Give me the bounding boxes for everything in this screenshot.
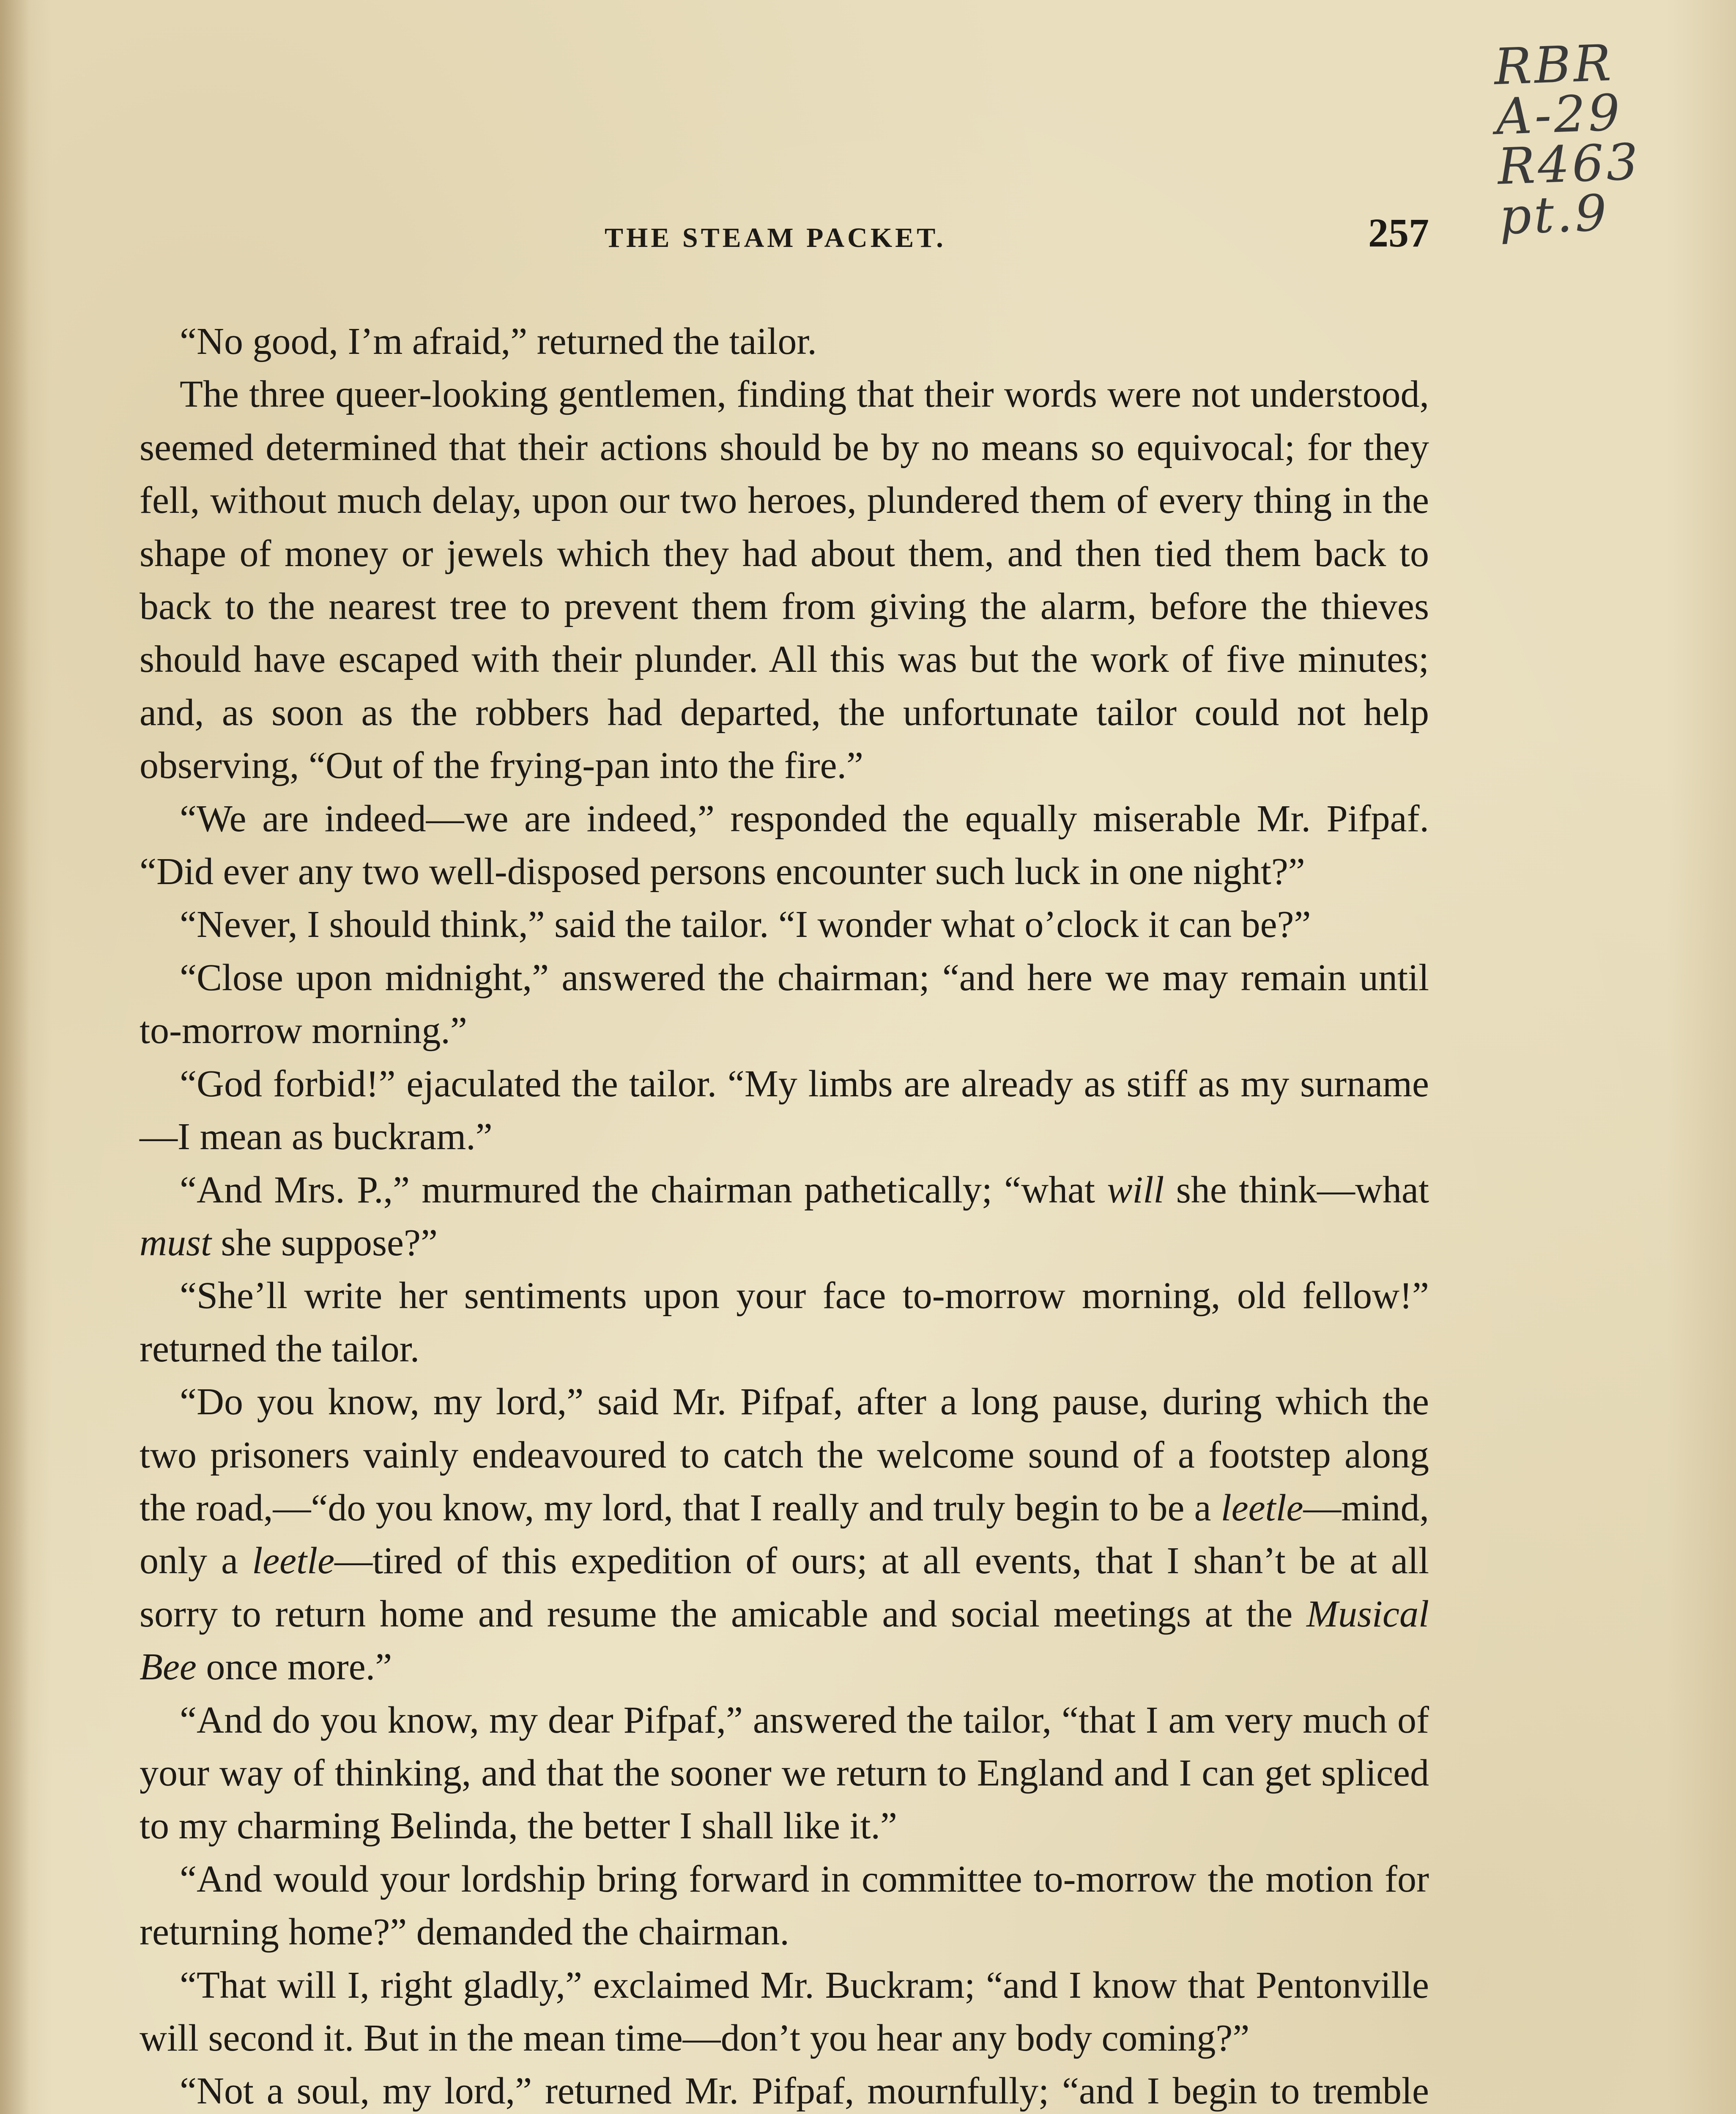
- paragraph: [140, 951, 1429, 1057]
- italic-run: must: [140, 1221, 212, 1264]
- text-run: “Never, I should think,” said the tailor. “I wonder what o’clock it can be?”: [180, 904, 1311, 946]
- text-run: she suppose?”: [211, 1221, 438, 1264]
- handwritten-catalog-note: [1493, 33, 1720, 246]
- paragraph: [140, 1164, 1429, 1270]
- text-run: “And do you know, my dear Pifpaf,” answered the tailor, “that I am very much of your way of thinking, and that the sooner we return to England and I can get spliced to my charming Belinda, the better I shall like it.”: [140, 1699, 1429, 1847]
- body-text: [140, 315, 1429, 2114]
- text-run: she think—what: [1164, 1169, 1429, 1211]
- paragraph: [140, 1694, 1429, 1853]
- text-run: “That will I, right gladly,” exclaimed Mr. Buckram; “and I know that Pentonville will second it. But in the mean time—don’t you hear any body coming?”: [140, 1964, 1429, 2059]
- paragraph: [140, 1853, 1429, 1959]
- text-run: “God forbid!” ejaculated the tailor. “My limbs are already as stiff as my surname—I mean as buckram.”: [140, 1062, 1429, 1158]
- running-title: THE STEAM PACKET.: [605, 222, 946, 253]
- running-head: [140, 209, 1429, 260]
- italic-run: Musical Bee: [140, 1593, 1429, 1688]
- page-number: 257: [1368, 210, 1429, 255]
- text-run: “Close upon midnight,” answered the chairman; “and here we may remain until to-morrow morning.”: [140, 956, 1429, 1052]
- paragraph: [140, 1375, 1429, 1693]
- paragraph: [140, 368, 1429, 792]
- text-run: “Do you know, my lord,” said Mr. Pifpaf, after a long pause, during which the two prisoners vainly endeavoured to catch the welcome sound of a footstep along the road,—“do you know, my lord, that I really and truly begin to be a: [140, 1381, 1429, 1529]
- text-run: “And would your lordship bring forward in committee to-morrow the motion for returning home?” demanded the chairman.: [140, 1858, 1429, 1953]
- text-run: —mind, only a: [140, 1487, 1429, 1582]
- text-run: “She’ll write her sentiments upon your face to-morrow morning, old fellow!” returned the tailor.: [140, 1275, 1429, 1370]
- text-run: —tired of this expedition of ours; at all events, that I shan’t be at all sorry to return home and resume the amicable and social meetings at the: [140, 1540, 1429, 1635]
- text-run: “We are indeed—we are indeed,” responded the equally miserable Mr. Pifpaf. “Did ever any two well-disposed persons encounter such luck in one night?”: [140, 797, 1429, 893]
- paragraph: [140, 2065, 1429, 2114]
- italic-run: leetle: [1221, 1487, 1303, 1529]
- page-edge-stain: [0, 0, 30, 2114]
- paragraph: [140, 315, 1429, 368]
- catalog-note-line: A-29: [1495, 83, 1624, 146]
- paragraph: [140, 792, 1429, 898]
- text-run: once more.”: [196, 1646, 392, 1688]
- paragraph: [140, 1959, 1429, 2065]
- paragraph: [140, 1269, 1429, 1375]
- catalog-note-line: RBR: [1493, 33, 1615, 96]
- catalog-note-line: pt.9: [1498, 183, 1610, 246]
- text-run: “No good, I’m afraid,” returned the tailor.: [180, 320, 817, 362]
- text-run: “Not a soul, my lord,” returned Mr. Pifpaf, mournfully; “and I begin to tremble: [180, 2070, 1429, 2112]
- catalog-note-line: R463: [1496, 132, 1642, 196]
- paragraph: [140, 1057, 1429, 1164]
- paragraph: [140, 898, 1429, 951]
- text-run: The three queer-looking gentlemen, finding that their words were not understood, seemed determined that their actions should be by no means so equivocal; for they fell, without much delay, upon our two heroes, plundered them of every thing in the shape of money or jewels which they had about them, and then tied them back to back to the nearest tree to prevent them from giving the alarm, before the thieves should have escaped with their plunder. All this was but the work of five minutes; and, as soon as the robbers had departed, the unfortunate tailor could not help observing, “Out of the frying-pan into the fire.”: [140, 373, 1429, 787]
- text-run: “And Mrs. P.,” murmured the chairman pathetically; “what: [180, 1169, 1107, 1211]
- italic-run: will: [1107, 1169, 1164, 1211]
- italic-run: leetle: [252, 1540, 335, 1582]
